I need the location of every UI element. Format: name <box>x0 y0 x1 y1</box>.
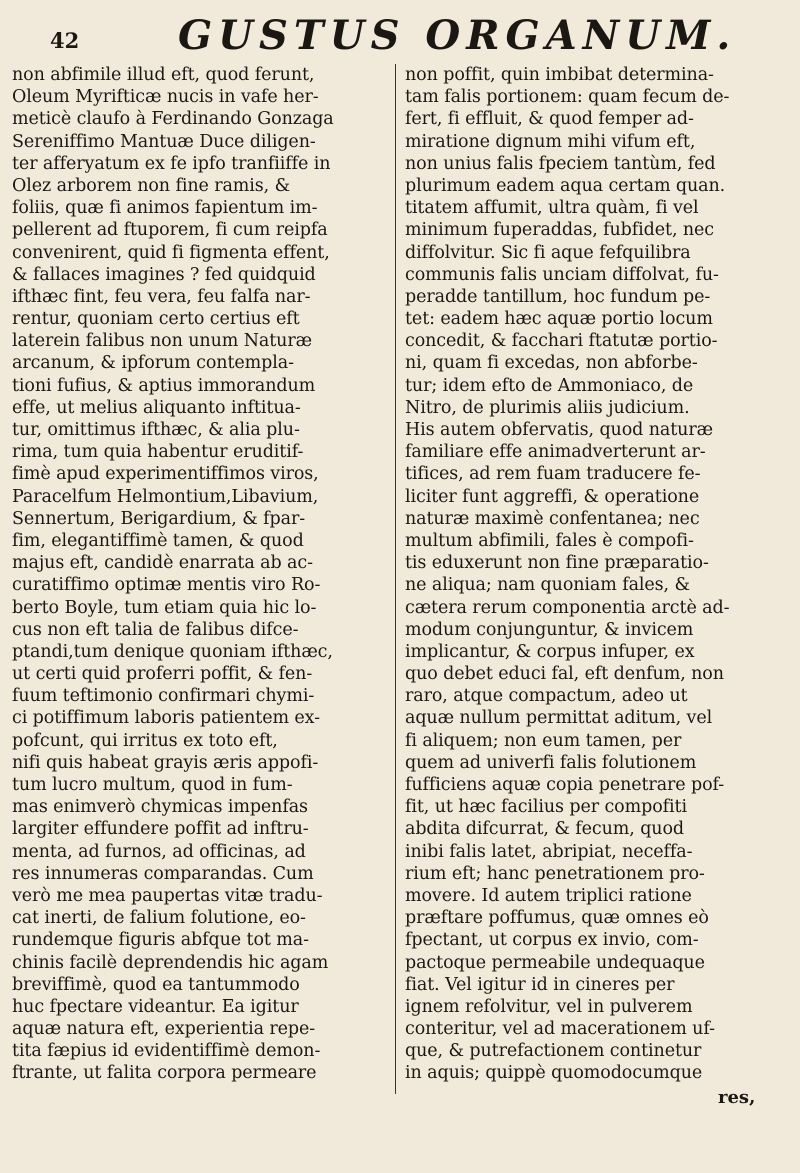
text-line: Sennertum, Berigardium, & fpar- <box>12 508 306 529</box>
text-line: verò me mea paupertas vitæ tradu- <box>12 885 323 906</box>
text-line: rentur, quoniam certo certius eft <box>12 309 300 330</box>
text-line: tis eduxerunt non fine præparatio- <box>405 553 709 574</box>
text-line: majus eft, candidè enarrata ab ac- <box>12 553 313 574</box>
text-line: communis falis unciam diffolvat, fu- <box>405 264 719 285</box>
text-line: inibi falis latet, abripiat, neceffa- <box>405 841 693 862</box>
text-line: diffolvitur. Sic fi aque fefquilibra <box>405 242 691 263</box>
text-line: & fallaces imagines ? fed quidquid <box>12 264 316 285</box>
text-line: tifices, ad rem fuam traducere fe- <box>405 464 701 485</box>
text-line: movere. Id autem triplici ratione <box>405 885 692 906</box>
text-line: breviffimè, quod ea tantummodo <box>12 974 300 995</box>
text-line: fiat. Vel igitur id in cineres per <box>405 974 675 995</box>
text-line: pellerent ad ftuporem, fi cum reipfa <box>12 220 328 241</box>
text-line: huc fpectare videantur. Ea igitur <box>12 996 299 1017</box>
text-line: ci potiffimum laboris patientem ex- <box>12 708 320 729</box>
text-line: mas enimverò chymicas impenfas <box>12 797 308 818</box>
text-line: concedit, & facchari ftatutæ portio- <box>405 331 718 352</box>
text-line: pactoque permeabile undequaque <box>405 952 705 973</box>
text-line: non poffit, quin imbibat determina- <box>405 65 714 85</box>
text-line: ne aliqua; nam quoniam fales, & <box>405 575 690 596</box>
text-line: Nitro, de plurimis aliis judicium. <box>405 397 690 418</box>
page-number: 42 <box>50 28 80 53</box>
text-line: quem ad univerfi falis folutionem <box>405 752 697 773</box>
text-line: liciter funt aggreffi, & operatione <box>405 486 700 507</box>
text-line: fufficiens aquæ copia penetrare pof- <box>405 775 725 795</box>
text-line: fpectant, ut corpus ex invio, com- <box>405 930 699 951</box>
running-title: GUSTUS ORGANUM. <box>178 12 737 59</box>
text-line: effe, ut melius aliquanto inftitua- <box>12 397 301 418</box>
text-line: meticè claufo à Ferdinando Gonzaga <box>12 109 334 130</box>
text-line: modum conjunguntur, & invicem <box>405 619 694 640</box>
text-line: tita fæpius id evidentiffimè demon- <box>12 1041 321 1062</box>
text-line: Olez arborem non fine ramis, & <box>12 175 291 196</box>
text-line: miratione dignum mihi vifum eft, <box>405 131 696 152</box>
text-line: tur; idem efto de Ammoniaco, de <box>405 375 694 396</box>
text-line: tioni fufius, & aptius immorandum <box>12 375 316 396</box>
text-line: titatem affumit, ultra quàm, fi vel <box>405 198 699 219</box>
catchword: res, <box>718 1087 756 1108</box>
text-line: conteritur, vel ad macerationem uf- <box>405 1019 715 1040</box>
text-line: non unius falis fpeciem tantùm, fed <box>405 153 716 174</box>
text-line: cætera rerum componentia arctè ad- <box>405 597 730 618</box>
text-line: ptandi,tum denique quoniam ifthæc, <box>12 641 333 662</box>
text-line: fuum teftimonio confirmari chymi- <box>12 686 315 707</box>
column-divider <box>395 64 396 1094</box>
text-line: fimè apud experimentiffimos viros, <box>12 464 319 485</box>
text-line: cus non eft talia de falibus difce- <box>12 619 299 640</box>
text-line: Sereniffimo Mantuæ Duce diligen- <box>12 131 316 152</box>
page-header <box>0 8 800 58</box>
text-line: aquæ nullum permittat aditum, vel <box>405 708 713 729</box>
text-line: His autem obfervatis, quod naturæ <box>405 420 713 440</box>
text-line: plurimum eadem aqua certam quan. <box>405 175 726 196</box>
text-line: naturæ maximè confentanea; nec <box>405 508 700 529</box>
text-line: laterein falibus non unum Naturæ <box>12 331 312 352</box>
text-line: Oleum Myrifticæ nucis in vafe her- <box>12 87 319 108</box>
text-line: fert, fi effluit, & quod femper ad- <box>405 109 694 130</box>
text-line: ut certi quid proferri poffit, & fen- <box>12 664 313 685</box>
text-line: rundemque figuris abfque tot ma- <box>12 930 309 951</box>
text-line: cat inerti, de falium folutione, eo- <box>12 908 306 929</box>
text-line: in aquis; quippè quomodocumque <box>405 1063 703 1084</box>
text-line: quo debet educi fal, eft denfum, non <box>405 664 724 685</box>
text-line: largiter effundere poffit ad inftru- <box>12 819 309 840</box>
text-line: que, & putrefactionem continetur <box>405 1041 702 1062</box>
text-line: ni, quam fi excedas, non abforbe- <box>405 353 698 374</box>
text-line: ifthæc fint, feu vera, feu falfa nar- <box>12 286 311 307</box>
right-text-column <box>405 64 797 1085</box>
text-line: tet: eadem hæc aquæ portio locum <box>405 309 713 330</box>
text-line: arcanum, & ipforum contempla- <box>12 353 294 374</box>
text-line: implicantur, & corpus infuper, ex <box>405 641 695 662</box>
text-line: nifi quis habeat grayis æris appofi- <box>12 752 319 773</box>
text-line: pofcunt, qui irritus ex toto eft, <box>12 730 278 751</box>
text-line: tur, omittimus ifthæc, & alia plu- <box>12 420 300 440</box>
text-line: tum lucro multum, quod in fum- <box>12 775 293 795</box>
left-text-column <box>12 64 382 1085</box>
text-line: convenirent, quid fi figmenta effent, <box>12 242 330 263</box>
text-line: ter afferyatum ex fe ipfo tranfiiffe in <box>12 153 331 174</box>
text-line: res innumeras comparandas. Cum <box>12 863 314 884</box>
text-line: raro, atque compactum, adeo ut <box>405 686 688 707</box>
text-line: rima, tum quia habentur eruditif- <box>12 442 304 463</box>
text-line: berto Boyle, tum etiam quia hic lo- <box>12 597 317 618</box>
text-line: familiare effe animadverterunt ar- <box>405 442 706 463</box>
text-line: rium eft; hanc penetrationem pro- <box>405 863 705 884</box>
text-line: chinis facilè deprendendis hic agam <box>12 952 329 973</box>
text-line: aquæ natura eft, experientia repe- <box>12 1019 316 1040</box>
text-line: tam falis portionem: quam fecum de- <box>405 87 730 108</box>
text-line: menta, ad furnos, ad officinas, ad <box>12 841 306 862</box>
text-line: fim, elegantiffimè tamen, & quod <box>12 530 304 551</box>
text-line: Paracelfum Helmontium,Libavium, <box>12 486 319 507</box>
text-line: præftare poffumus, quæ omnes eò <box>405 908 709 929</box>
text-line: fit, ut hæc facilius per compofiti <box>405 797 687 818</box>
text-line: curatiffimo optimæ mentis viro Ro- <box>12 575 321 596</box>
text-line: minimum fuperaddas, fubfidet, nec <box>405 220 715 241</box>
text-line: fi aliquem; non eum tamen, per <box>405 730 682 751</box>
text-line: multum abfimili, fales è compofi- <box>405 530 694 551</box>
text-line: ftrante, ut falita corpora permeare <box>12 1063 317 1084</box>
text-line: foliis, quæ fi animos fapientum im- <box>12 198 318 219</box>
text-line: ignem refolvitur, vel in pulverem <box>405 996 693 1017</box>
text-line: abdita difcurrat, & fecum, quod <box>405 819 685 840</box>
text-line: non abfimile illud eft, quod ferunt, <box>12 65 315 85</box>
text-line: peradde tantillum, hoc fundum pe- <box>405 286 711 307</box>
